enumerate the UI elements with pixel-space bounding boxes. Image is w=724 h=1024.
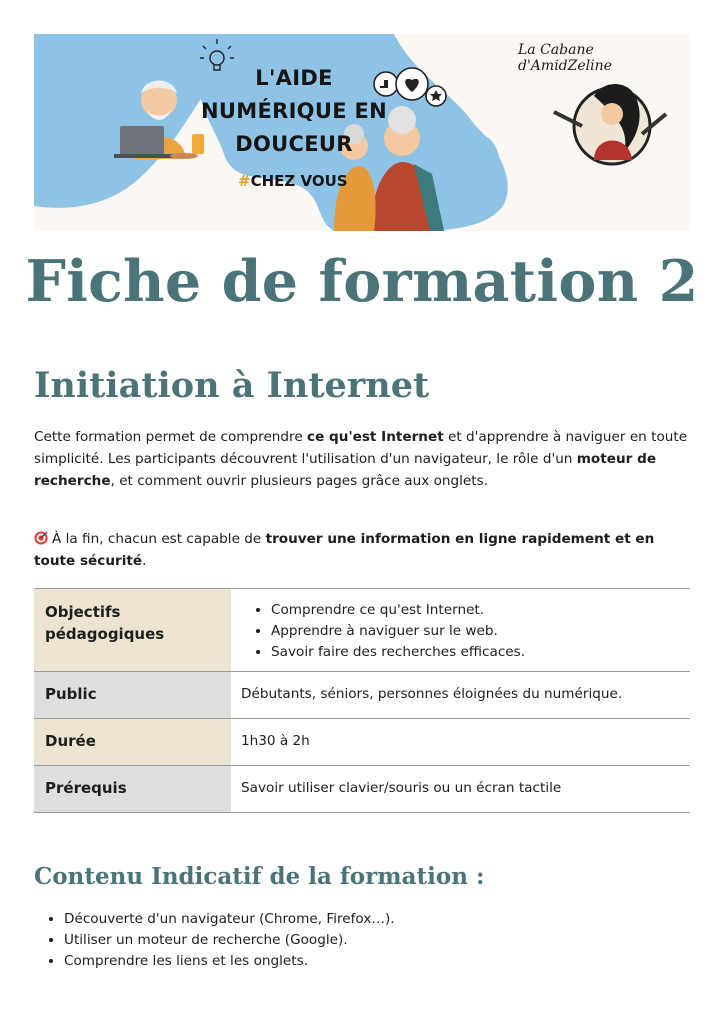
banner-subtitle-text: CHEZ VOUS (250, 172, 348, 190)
intro-text-3: , et comment ouvrir plusieurs pages grâce aux onglets. (110, 473, 489, 489)
public-label: Public (34, 672, 231, 719)
objectives-list (241, 600, 680, 663)
list-item: • Utiliser un moteur de recherche (Google). (64, 930, 395, 951)
list-item: • Apprendre à naviguer sur le web. (271, 621, 680, 642)
intro-bold-1: ce qu'est Internet (307, 429, 444, 445)
objectives-label: Objectifs pédagogiques (34, 589, 231, 672)
prerequisites-label: Prérequis (34, 766, 231, 813)
duration-label: Durée (34, 719, 231, 766)
banner-title-line-1: L'AIDE (255, 66, 333, 90)
content-list (34, 909, 395, 972)
brand-logo-illustration (554, 84, 666, 164)
goal-text-1: À la fin, chacun est capable de (52, 531, 266, 547)
banner-title-line-3: DOUCEUR (235, 132, 353, 156)
target-icon (34, 531, 48, 545)
table-row-prerequisites (34, 766, 690, 813)
intro-text-1: Cette formation permet de comprendre (34, 429, 308, 445)
brand-name: La Cabane d'AmidZeline (518, 42, 612, 74)
list-item: • Découverte d'un navigateur (Chrome, Firefox…). (64, 909, 395, 930)
section-title: Initiation à Internet (34, 365, 430, 406)
content-title: Contenu Indicatif de la formation : (34, 863, 485, 890)
list-item: • Comprendre ce qu'est Internet. (271, 600, 680, 621)
intro-text-2: et d'apprendre à naviguer en toute simplicité. Les participants découvrent l'utilisation d'un navigateur, le rôle d'un (34, 429, 688, 467)
goal-paragraph (34, 528, 694, 572)
banner-title (194, 62, 394, 161)
table-row-public (34, 672, 690, 719)
goal-bold: trouver une information en ligne rapidement et en toute sécurité (34, 531, 655, 569)
intro-paragraph (34, 426, 694, 492)
list-item: • Comprendre les liens et les onglets. (64, 951, 395, 972)
banner-title-line-2: NUMÉRIQUE EN (201, 99, 387, 123)
banner-subtitle (238, 172, 348, 190)
intro-bold-2: moteur de recherche (34, 451, 657, 489)
header-banner (34, 34, 690, 231)
duration-value: 1h30 à 2h (241, 733, 310, 749)
hashtag-icon: # (238, 172, 251, 190)
training-info-table (34, 588, 690, 813)
table-row-objectives (34, 589, 690, 672)
page-title: Fiche de formation 2 (25, 248, 699, 315)
prerequisites-value: Savoir utiliser clavier/souris ou un écran tactile (241, 780, 562, 796)
goal-text-2: . (142, 553, 147, 569)
table-row-duration (34, 719, 690, 766)
objectives-cell (231, 589, 690, 672)
public-value: Débutants, séniors, personnes éloignées du numérique. (241, 686, 623, 702)
list-item: • Savoir faire des recherches efficaces. (271, 642, 680, 663)
